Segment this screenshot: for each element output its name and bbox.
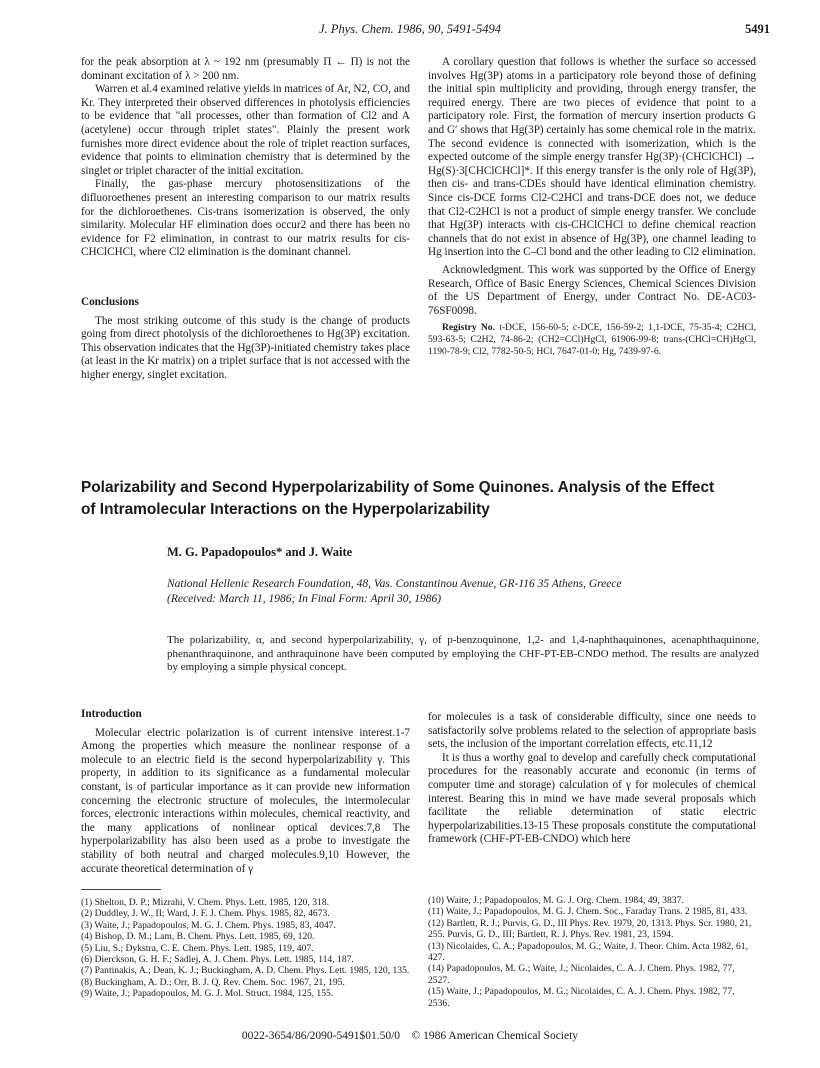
references-right bbox=[428, 895, 756, 1009]
reference: (11) Waite, J.; Papadopoulos, M. G. J. Chem. Soc., Faraday Trans. 2 1985, 81, 433. bbox=[428, 906, 748, 918]
reference: (14) Papadopoulos, M. G.; Waite, J.; Nicolaides, C. A. J. Chem. Phys. 1982, 77, 2527. bbox=[428, 963, 735, 986]
reference: (1) Shelton, D. P.; Mizrahi, V. Chem. Phys. Lett. 1985, 120, 318. bbox=[81, 897, 330, 908]
paragraph: Finally, the gas-phase mercury photosensitizations of the difluoroethenes present an interesting comparison to our matrix results for the dichloroethenes. Cis-trans isomerization is observed, the only similarity. Molecular HF elimination does occur2 and there has been no evidence for F2 elimination, in contrast to our matrix results for cis-CHClCHCl, where Cl2 elimination is the dominant channel. bbox=[81, 178, 410, 259]
introduction-heading: Introduction bbox=[81, 708, 142, 720]
reference: (15) Waite, J.; Papadopoulos, M. G.; Nicolaides, C. A. J. Chem. Phys. 1982, 77, 2536. bbox=[428, 986, 735, 1009]
conclusions-heading: Conclusions bbox=[81, 296, 139, 308]
reference: (8) Buckingham, A. D.; Orr, B. J. Q. Rev. Chem. Soc. 1967, 21, 195. bbox=[81, 976, 345, 988]
reference: (3) Waite, J.; Papadopoulos, M. G. J. Chem. Phys. 1985, 83, 4047. bbox=[81, 919, 336, 931]
prev-article-left-column bbox=[81, 56, 410, 260]
footnote-rule bbox=[81, 889, 161, 890]
title-line: of Intramolecular Interactions on the Hyperpolarizability bbox=[81, 501, 490, 518]
reference: (13) Nicolaides, C. A.; Papadopoulos, M. G.; Waite, J. Theor. Chim. Acta 1982, 61, 427. bbox=[428, 940, 748, 964]
journal-name: J. Phys. Chem. bbox=[319, 22, 394, 36]
running-header bbox=[0, 22, 820, 38]
prev-article-right-column bbox=[428, 56, 756, 358]
paragraph: for molecules is a task of considerable difficulty, since one needs to satisfactorily solve problems related to the selection of appropriate basis sets, the inclusion of the important correlation effects, etc.11,12 bbox=[428, 711, 756, 751]
affiliation-block bbox=[167, 577, 767, 607]
received-dates: (Received: March 11, 1986; In Final Form: April 30, 1986) bbox=[167, 593, 442, 605]
authors: M. G. Papadopoulos* and J. Waite bbox=[167, 545, 353, 559]
registry-numbers bbox=[428, 322, 756, 358]
title-line: Polarizability and Second Hyperpolarizability of Some Quinones. Analysis of the Effect bbox=[81, 479, 715, 496]
article-code: 0022-3654/86/2090-5491$01.50/0 bbox=[241, 1030, 401, 1042]
introduction-left bbox=[81, 708, 410, 876]
reference: (9) Waite, J.; Papadopoulos, M. G. J. Mol. Struct. 1984, 125, 155. bbox=[81, 988, 334, 1000]
registry-label: Registry No. bbox=[442, 322, 495, 334]
paragraph: It is thus a worthy goal to develop and carefully check computational procedures for the reasonably accurate and economic (in terms of computer time and storage) calculation of γ for molecules of chemical interest. Bearing this in mind we have made several proposals which facilitate the reliable determination of static electric hyperpolarizabilities.13-15 These proposals constitute the computational framework (CHF-PT-EB-CNDO) which here bbox=[428, 751, 756, 846]
reference: (7) Pantinakis, A.; Dean, K. J.; Buckingham, A. D. Chem. Phys. Lett. 1985, 120, 135. bbox=[81, 965, 410, 977]
reference: (12) Bartlett, R. J.; Purvis, G. D., III Phys. Rev. 1979, 20, 1313. Phys. Scr. 1980, 21, 255. Purvis, G. D., III; Bartlett, R. J. Phys. Rev. 1981, 23, 1594. bbox=[428, 917, 752, 941]
references-left bbox=[81, 897, 410, 1000]
journal-citation bbox=[0, 22, 820, 37]
reference: (10) Waite, J.; Papadopoulos, M. G. J. Org. Chem. 1984, 49, 3837. bbox=[428, 895, 684, 906]
registry-text: t-DCE, 156-60-5; c-DCE, 156-59-2; 1,1-DCE, 75-35-4; C2HCl, 593-63-5; C2H2, 74-86-2; (CH2=CCl)HgCl, 61906-99-8; trans-(CHCl=CH)HgCl, 1190-78-9; Cl2, 7782-50-5; HCl, 7647-01-0; Hg, 7439-97-6. bbox=[428, 322, 756, 358]
page-number: 5491 bbox=[745, 22, 770, 36]
reference: (4) Bishop, D. M.; Lam, B. Chem. Phys. Lett. 1985, 69, 120. bbox=[81, 931, 315, 943]
journal-volume-pages: 1986, 90, 5491-5494 bbox=[396, 22, 501, 36]
introduction-right bbox=[428, 711, 756, 847]
paragraph: A corollary question that follows is whether the surface so accessed involves Hg(3P) atoms in a participatory role beyond those of defining the initial spin multiplicity and providing, through energy transfer, the required energy. There are two pieces of evidence that point to a participatory role. First, the formation of mercury insertion products G and G′ shows that Hg(3P) certainly has some chemical role in the matrix. The second evidence is connected with isomerization, which is the expected outcome of the simple energy transfer Hg(3P)·(CHClCHCl) → Hg(S)·3[CHClCHCl]*. If this energy transfer is the only role of Hg(3P), then cis- and trans-CDEs should have identical elimination chemistry. Since cis-DCE forms Cl2-C2HCl and trans-DCE does not, we deduce that Cl2-C2HCl is not a product of simple energy transfer. We conclude that Hg(3P) interacts with cis-CHClCHCl to define chemical reaction channels that do not exist in absence of Hg(3P), one channel leading to Hg insertion into the C–Cl bond and the other leading to Cl2 elimination. bbox=[428, 56, 756, 259]
article-title bbox=[81, 477, 761, 521]
reference: (6) Dierckson, G. H. F.; Sadlej, A. J. Chem. Phys. Lett. 1985, 114, 187. bbox=[81, 954, 354, 966]
abstract: The polarizability, α, and second hyperpolarizability, γ, of p-benzoquinone, 1,2- and 1,4-naphthaquinones, acenaphthaquinone, phenanthraquinone, and anthraquinone have been computed by employing the CHF-PT-EB-CNDO method. The results are analyzed by employing a simple physical concept. bbox=[167, 634, 759, 674]
conclusions-section bbox=[81, 296, 410, 383]
conclusions-text: The most striking outcome of this study is the change of products going from direct photolysis of the dichloroethenes to Hg(3P) excitation. This observation indicates that the Hg(3P)-initiated chemistry takes place (at least in the Kr matrix) on a triplet surface that is not accessed with the higher energy, singlet excitation. bbox=[81, 314, 410, 381]
reference: (2) Duddley, J. W., II; Ward, J. F. J. Chem. Phys. 1985, 82, 4673. bbox=[81, 908, 330, 920]
paragraph: Molecular electric polarization is of current intensive interest.1-7 Among the properties which measure the nonlinear response of a molecule to an electric field is the second hyperpolarizability γ. This property, in addition to its significance as a fundamental molecular constant, is of particular importance as it can provide new information concerning the electronic structure of molecules, the intermolecular forces, electronic interactions within molecules, chemical reactivity, and the many applications of nonlinear optical devices.7,8 The hyperpolarizability has also been used as a probe to investigate the stability of both neutral and charged molecules.9,10 However, the accurate theoretical determination of γ bbox=[81, 726, 410, 875]
affiliation: National Hellenic Research Foundation, 48, Vas. Constantinou Avenue, GR-116 35 Athens, Greece bbox=[167, 578, 622, 590]
page-footer bbox=[0, 1030, 820, 1042]
paragraph: Warren et al.4 examined relative yields in matrices of Ar, N2, CO, and Kr. They interpreted their observed differences in photolysis efficiencies to be evidence that "all processes, other than formation of Cl2 and A (acetylene) occur through triplet states". Plainly the present work furnishes more direct evidence about the role of triplet reaction surfaces, evidence that points to elimination chemistry that is determined by the singlet or triplet character of the initial excitation. bbox=[81, 83, 410, 177]
paragraph: for the peak absorption at λ ~ 192 nm (presumably Π ← Π) is not the dominant excitation of λ > 200 nm. bbox=[81, 56, 410, 82]
reference: (5) Liu, S.; Dykstra, C. E. Chem. Phys. Lett. 1985, 119, 407. bbox=[81, 942, 314, 954]
acknowledgment: Acknowledgment. This work was supported by the Office of Energy Research, Office of Basic Energy Sciences, Chemical Sciences Division of the US Department of Energy, under Contract No. DE-AC03-76SF0098. bbox=[428, 263, 756, 317]
copyright: © 1986 American Chemical Society bbox=[411, 1030, 579, 1042]
